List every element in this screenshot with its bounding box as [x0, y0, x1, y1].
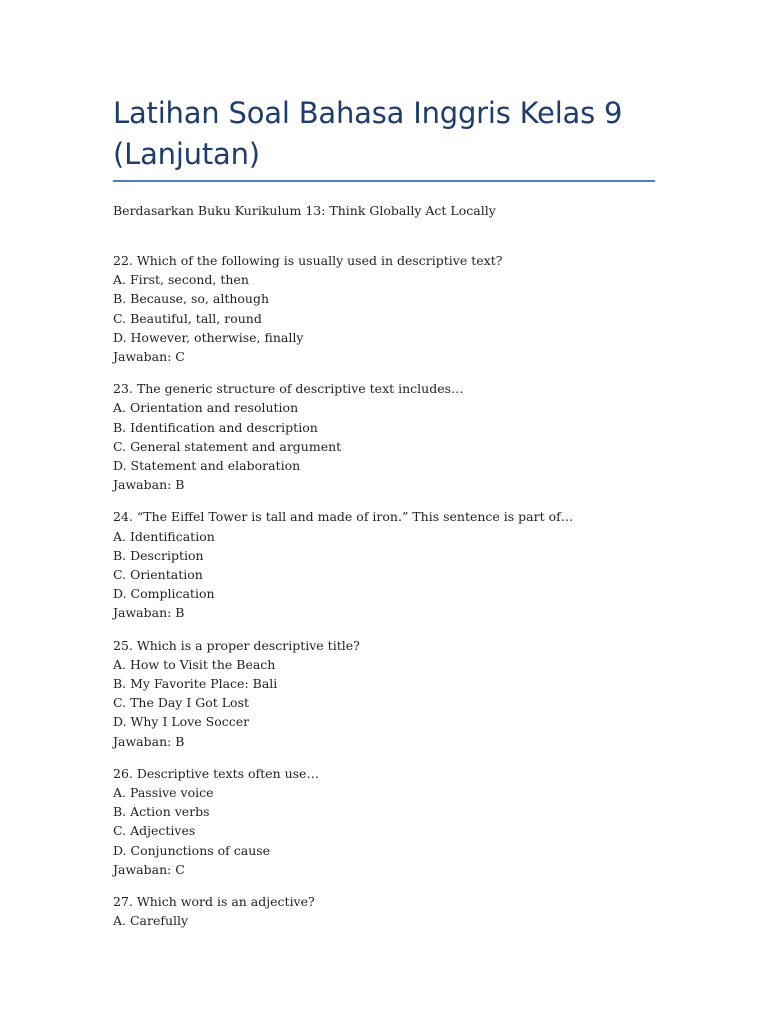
option-c: C. Adjectives — [113, 823, 196, 839]
answer-text: Jawaban: B — [113, 733, 185, 749]
answer-text: Jawaban: B — [113, 605, 185, 621]
question-block — [113, 636, 673, 751]
option-d: D. Why I Love Soccer — [113, 714, 250, 730]
title-underline-divider — [113, 180, 655, 182]
question-text: 22. Which of the following is usually used in descriptive text? — [113, 253, 503, 268]
option-b: B. Identification and description — [113, 419, 318, 435]
question-list — [113, 251, 673, 944]
option-a: A. How to Visit the Beach — [113, 656, 276, 672]
question-block — [113, 764, 673, 879]
question-block — [113, 379, 673, 494]
option-b: B. Description — [113, 547, 204, 563]
option-d: D. Complication — [113, 586, 215, 602]
question-block — [113, 251, 673, 366]
option-a: A. Orientation and resolution — [113, 400, 299, 416]
answer-text: Jawaban: B — [113, 477, 185, 493]
option-b: B. Because, so, although — [113, 291, 270, 307]
option-c: C. The Day I Got Lost — [113, 695, 250, 711]
option-c: C. Beautiful, tall, round — [113, 310, 262, 326]
option-c: C. Orientation — [113, 567, 203, 583]
option-a: A. First, second, then — [113, 272, 249, 288]
page-title — [113, 93, 673, 175]
answer-text: Jawaban: C — [113, 349, 185, 365]
option-c: C. General statement and argument — [113, 438, 342, 454]
option-a: A. Carefully — [113, 913, 189, 929]
question-text: 27. Which word is an adjective? — [113, 894, 315, 910]
question-text: 26. Descriptive texts often use… — [113, 765, 319, 781]
subtitle: Berdasarkan Buku Kurikulum 13: Think Globally Act Locally — [113, 203, 496, 218]
question-block — [113, 507, 673, 622]
question-text: 24. “The Eiffel Tower is tall and made of iron.” This sentence is part of… — [113, 509, 574, 525]
question-block — [113, 892, 673, 930]
question-text: 25. Which is a proper descriptive title? — [113, 637, 360, 653]
question-text: 23. The generic structure of descriptive text includes… — [113, 381, 464, 397]
page-title-line-2: (Lanjutan) — [113, 137, 260, 171]
option-d: D. Statement and elaboration — [113, 458, 301, 474]
option-a: A. Passive voice — [113, 785, 214, 801]
answer-text: Jawaban: C — [113, 861, 185, 877]
option-d: D. However, otherwise, finally — [113, 329, 304, 345]
page-title-line-1: Latihan Soal Bahasa Inggris Kelas 9 — [113, 96, 623, 130]
option-b: B. Action verbs — [113, 804, 210, 820]
option-d: D. Conjunctions of cause — [113, 842, 271, 858]
option-b: B. My Favorite Place: Bali — [113, 676, 278, 692]
option-a: A. Identification — [113, 528, 215, 544]
